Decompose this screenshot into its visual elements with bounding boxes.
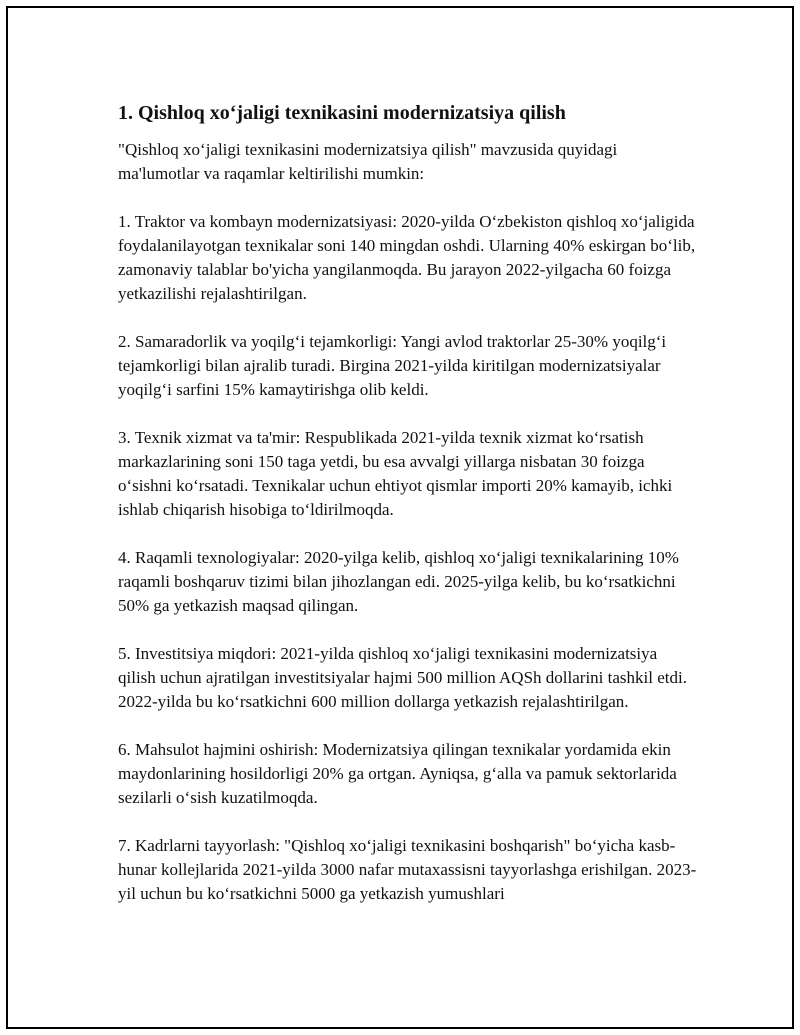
paragraph-fuel-efficiency: 2. Samaradorlik va yoqilg‘i tejamkorligi: Yangi avlod traktorlar 25-30% yoqilg‘i tejamkorligi bilan ajralib turadi. Birgina 2021-yilda kiritilgan modernizatsiyalar yoqilg‘i sarfini 15% kamaytirishga olib keldi. xyxy=(118,332,667,399)
document-body xyxy=(118,100,698,930)
paragraph-technical-service: 3. Texnik xizmat va ta'mir: Respublikada 2021-yilda texnik xizmat ko‘rsatish markazlarining soni 150 taga yetdi, bu esa avvalgi yillarga nisbatan 30 foizga o‘sishni ko‘rsatadi. Texnikalar uchun ehtiyot qismlar importi 20% kamayib, ichki ishlab chiqarish hisobiga to‘ldirilmoqda. xyxy=(118,428,673,519)
page-frame xyxy=(6,6,794,1029)
intro-paragraph: "Qishloq xo‘jaligi texnikasini modernizatsiya qilish" mavzusida quyidagi ma'lumotlar va raqamlar keltirilishi mumkin: xyxy=(118,140,618,183)
paragraph-personnel-training: 7. Kadrlarni tayyorlash: "Qishloq xo‘jaligi texnikasini boshqarish" bo‘yicha kasb-hunar kollejlarida 2021-yilda 3000 nafar mutaxassisni tayyorlashga erishilgan. 2023-yil uchun bu ko‘rsatkichni 5000 ga yetkazish yumushlari xyxy=(118,836,697,903)
document-title: 1. Qishloq xo‘jaligi texnikasini modernizatsiya qilish xyxy=(118,102,566,124)
paragraph-tractor-modernization: 1. Traktor va kombayn modernizatsiyasi: 2020-yilda O‘zbekiston qishloq xo‘jaligida foydalanilayotgan texnikalar soni 140 mingdan oshdi. Ularning 40% eskirgan bo‘lib, zamonaviy talablar bo'yicha yangilanmoqda. Bu jarayon 2022-yilgacha 60 foizga yetkazilishi rejalashtirilgan. xyxy=(118,212,696,303)
paragraph-production-volume: 6. Mahsulot hajmini oshirish: Modernizatsiya qilingan texnikalar yordamida ekin maydonlarining hosildorligi 20% ga ortgan. Ayniqsa, g‘alla va pamuk sektorlarida sezilarli o‘sish kuzatilmoqda. xyxy=(118,740,677,807)
paragraph-investment: 5. Investitsiya miqdori: 2021-yilda qishloq xo‘jaligi texnikasini modernizatsiya qilish uchun ajratilgan investitsiyalar hajmi 500 million AQSh dollarini tashkil etdi. 2022-yilda bu ko‘rsatkichni 600 million dollarga yetkazish rejalashtirilgan. xyxy=(118,644,687,711)
paragraph-digital-technologies: 4. Raqamli texnologiyalar: 2020-yilga kelib, qishloq xo‘jaligi texnikalarining 10% raqamli boshqaruv tizimi bilan jihozlangan edi. 2025-yilga kelib, bu ko‘rsatkichni 50% ga yetkazish maqsad qilingan. xyxy=(118,548,679,615)
